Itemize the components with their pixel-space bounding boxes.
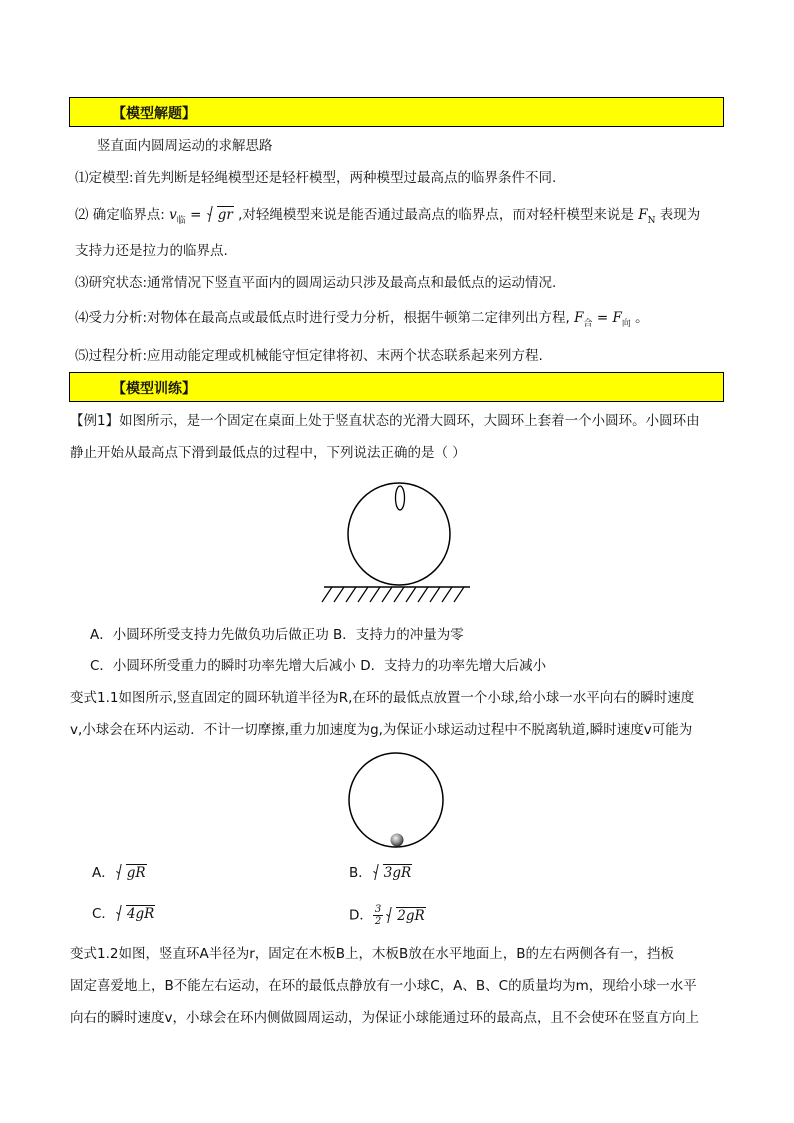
variant-1-1-line-2: v,小球会在环内运动．不计一切摩擦,重力加速度为g,为保证小球运动过程中不脱离轨道,瞬时速度v可能为	[70, 722, 693, 738]
example-1-line-1: 【例1】如图所示，是一个固定在桌面上处于竖直状态的光滑大圆环，大圆环上套着一个小圆环。小圆环由	[70, 413, 700, 429]
step-2-label: ⑵ 确定临界点:	[75, 207, 165, 223]
normal-force-symbol: $F_N$	[638, 207, 656, 226]
equals-sign: =	[596, 310, 609, 326]
section-title: 【模型解题】	[112, 106, 196, 122]
step-4-text: ⑷受力分析:对物体在最高点或最低点时进行受力分析，根据牛顿第二定律列出方程,	[75, 310, 570, 326]
step-2	[75, 205, 700, 227]
section-banner-model-solving	[69, 97, 724, 127]
small-ball	[391, 834, 404, 847]
velocity-symbol: $v_临$	[169, 207, 186, 226]
net-force-symbol: $F_合$	[574, 310, 593, 329]
step-2-middle: ,对轻绳模型来说是能否通过最高点的临界点，而对轻杆模型来说是	[238, 207, 634, 223]
equals-sign: =	[190, 207, 202, 223]
step-2-end: 表现为	[659, 207, 701, 223]
example-1-line-2: 静止开始从最高点下滑到最低点的过程中，下列说法正确的是（ ）	[70, 445, 466, 461]
circular-track	[349, 753, 443, 847]
step-1: ⑴定模型:首先判断是轻绳模型还是轻杆模型，两种模型过最高点的临界条件不同.	[75, 170, 557, 186]
step-2-continued: 支持力还是拉力的临界点.	[75, 243, 228, 259]
step-4	[75, 308, 649, 330]
example-1-options-ab: A．小圆环所受支持力先做负功后做正功 B．支持力的冲量为零	[90, 627, 464, 643]
step-5: ⑸过程分析:应用动能定理或机械能守恒定律将初、末两个状态联系起来列方程.	[75, 348, 543, 364]
ring-on-table-figure	[318, 480, 474, 606]
circular-track-figure	[346, 750, 446, 852]
variant-1-1-option-b: B． 3gR	[349, 865, 412, 881]
centripetal-force-symbol: $F_向$	[612, 310, 631, 329]
variant-1-2-line-1: 变式1.2如图，竖直环A半径为r，固定在木板B上，木板B放在水平地面上，B的左右两侧各有一，挡板	[70, 946, 675, 962]
section-banner-model-training	[69, 372, 724, 402]
step-4-end: 。	[635, 310, 649, 326]
variant-1-2-line-3: 向右的瞬时速度v，小球会在环内侧做圆周运动，为保证小球能通过环的最高点，且不会使环在竖直方向上	[70, 1010, 699, 1026]
step-3: ⑶研究状态:通常情况下竖直平面内的圆周运动只涉及最高点和最低点的运动情况.	[75, 275, 557, 291]
section-title: 【模型训练】	[112, 381, 196, 397]
table-hatching	[322, 587, 464, 602]
variant-1-1-line-1: 变式1.1如图所示,竖直固定的圆环轨道半径为R,在环的最低点放置一个小球,给小球一水平向右的瞬时速度	[70, 690, 695, 706]
intro-text: 竖直面内圆周运动的求解思路	[97, 138, 273, 154]
variant-1-1-option-c: C． 4gR	[92, 906, 155, 922]
small-ring	[396, 486, 405, 510]
example-1-options-cd: C．小圆环所受重力的瞬时功率先增大后减小 D．支持力的功率先增大后减小	[90, 658, 547, 674]
variant-1-2-line-2: 固定喜爱地上，B不能左右运动，在环的最低点静放有一小球C，A、B、C的质量均为m，现给小球一水平	[70, 978, 697, 994]
variant-1-1-option-a: A． gR	[92, 865, 146, 881]
sqrt-gr: gr	[207, 205, 234, 225]
variant-1-1-option-d: D． $\frac{3}{2}$ 2gR	[349, 904, 425, 927]
